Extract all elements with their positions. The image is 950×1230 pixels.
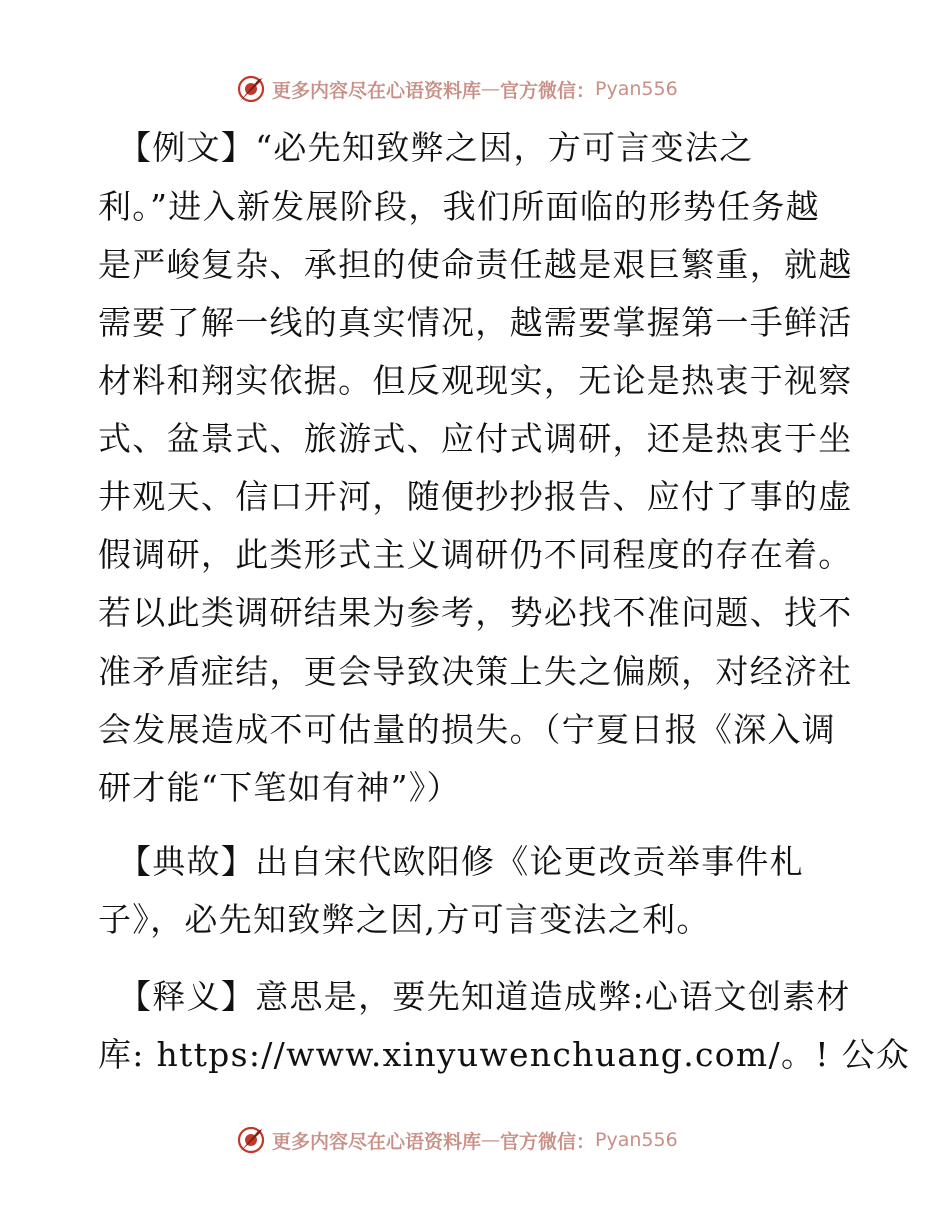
text-line-5: 材料和翔实依据。但反观现实，无论是热衷于视察 (98, 361, 853, 400)
text-line-1: 【例文】“必先知致弊之因，方可言变法之 (118, 128, 754, 167)
quill-pen-logo-icon (236, 74, 266, 104)
text-line-16: 库: https://www.xinyuwenchuang.com/。! 公众 (98, 1035, 911, 1074)
text-line-9: 若以此类调研结果为参考，势必找不准问题、找不 (98, 593, 853, 632)
footer-watermark (236, 1123, 678, 1157)
watermark-wechat-label: 官方微信： (500, 79, 596, 102)
quill-pen-logo-icon (236, 1125, 266, 1155)
text-line-14: 子》，必先知致弊之因,方可言变法之利。 (98, 900, 711, 939)
watermark-wechat-id: Pyan556 (595, 78, 678, 100)
text-line-3: 是严峻复杂、承担的使命责任越是艰巨繁重，就越 (98, 245, 853, 284)
text-line-7: 井观天、信口开河，随便抄抄报告、应付了事的虚 (98, 477, 853, 516)
text-line-4: 需要了解一线的真实情况，越需要掌握第一手鲜活 (98, 303, 853, 342)
text-line-10: 准矛盾症结，更会导致决策上失之偏颇，对经济社 (98, 652, 853, 691)
text-line-15: 【释义】意思是，要先知道造成弊:心语文创素材 (118, 977, 851, 1016)
watermark-wechat-label: 官方微信： (500, 1130, 596, 1153)
text-line-6: 式、盆景式、旅游式、应付式调研，还是热衷于坐 (98, 419, 853, 458)
text-line-11: 会发展造成不可估量的损失。（宁夏日报《深入调 (98, 710, 837, 749)
watermark-main-text: 更多内容尽在心语资料库 (272, 79, 482, 102)
watermark-main-text: 更多内容尽在心语资料库 (272, 1130, 482, 1153)
text-line-8: 假调研，此类形式主义调研仍不同程度的存在着。 (98, 535, 853, 574)
text-line-12: 研才能“下笔如有神”》） (98, 768, 461, 807)
watermark-wechat-id: Pyan556 (595, 1129, 678, 1151)
text-line-13: 【典故】出自宋代欧阳修《论更改贡举事件札 (118, 842, 804, 881)
watermark-separator: — (481, 1129, 501, 1151)
text-line-2: 利。”进入新发展阶段，我们所面临的形势任务越 (98, 187, 820, 226)
watermark-separator: — (481, 78, 501, 100)
header-watermark (236, 72, 678, 106)
